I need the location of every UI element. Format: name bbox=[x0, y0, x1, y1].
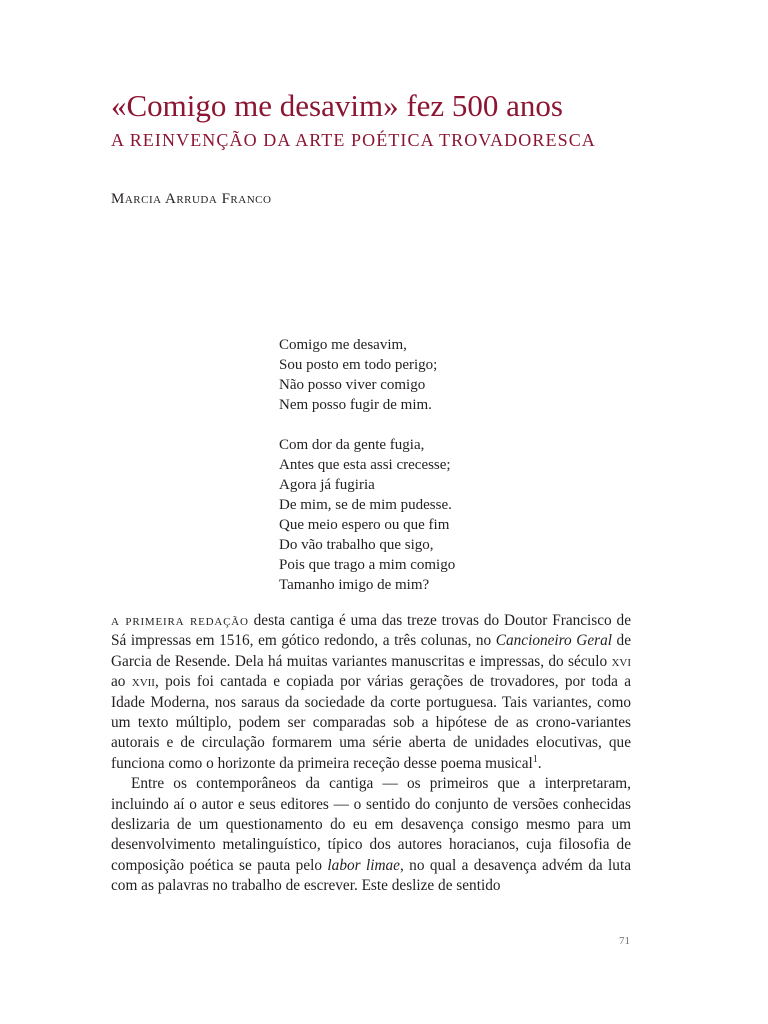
page-number: 71 bbox=[619, 935, 630, 947]
poem-verse: Comigo me desavim, bbox=[279, 337, 407, 353]
article-body bbox=[111, 611, 631, 897]
poem-verse: Nem posso fugir de mim. bbox=[279, 397, 432, 413]
poem-verse: Do vão trabalho que sigo, bbox=[279, 537, 434, 553]
latin-term: labor limae bbox=[327, 856, 400, 874]
poem-verse: Tamanho imigo de mim? bbox=[279, 577, 430, 593]
paragraph-text: , no qual a desavença advém da luta com as palavras no trabalho de escrever. Este deslize de sentido bbox=[111, 856, 631, 895]
paragraph-text: Entre os contemporâneos da cantiga — os primeiros que a interpretaram, incluindo aí o autor e seus editores — o sentido do conjunto de versões conhecidas deslizaria de um questionamento do eu em desavença consigo mesmo para um desenvolvimento metalinguístico, típico dos autores horacianos, cuja filosofia de composição poética se pauta pelo bbox=[111, 775, 631, 874]
epigraph-poem bbox=[279, 335, 455, 615]
poem-stanza-1 bbox=[279, 335, 455, 415]
paragraph-2 bbox=[111, 774, 631, 896]
poem-verse: Não posso viver comigo bbox=[279, 377, 426, 393]
footnote-reference[interactable]: 1 bbox=[532, 753, 538, 765]
author-name: Marcia Arruda Franco bbox=[111, 191, 272, 207]
century-numeral: xvi bbox=[611, 652, 631, 670]
paragraph-lead-in: a primeira redação bbox=[111, 612, 249, 629]
poem-stanza-2 bbox=[279, 435, 455, 595]
poem-verse: De mim, se de mim pudesse. bbox=[279, 497, 452, 513]
century-numeral: xvii bbox=[131, 673, 155, 691]
work-title: Cancioneiro Geral bbox=[495, 632, 612, 650]
paragraph-text: . bbox=[537, 754, 542, 772]
poem-verse: Sou posto em todo perigo; bbox=[279, 357, 438, 373]
paragraph-text: , pois foi cantada e copiada por várias gerações de trovadores, por toda a Idade Moderna, nos saraus da sociedade da corte portuguesa. Tais variantes, como um texto múltiplo, podem ser comparadas sob a hipótese de as crono-variantes autorais e de circulação formarem uma série aberta de unidades elocutivas, que funciona como o horizonte da primeira receção desse poema musical bbox=[111, 673, 631, 772]
paragraph-text: de Garcia de Resende. Dela há muitas variantes manuscritas e impressas, do século bbox=[111, 632, 631, 670]
poem-verse: Pois que trago a mim comigo bbox=[279, 557, 456, 573]
poem-verse: Com dor da gente fugia, bbox=[279, 437, 425, 453]
article-title: «Comigo me desavim» fez 500 anos bbox=[111, 88, 563, 123]
poem-verse: Que meio espero ou que fim bbox=[279, 517, 450, 533]
poem-verse: Agora já fugiria bbox=[279, 477, 375, 493]
article-subtitle: A REINVENÇÃO DA ARTE POÉTICA TROVADORESCA bbox=[111, 130, 596, 150]
paragraph-text: ao bbox=[111, 673, 132, 691]
paragraph-text: desta cantiga é uma das treze trovas do Doutor Francisco de Sá impressas em 1516, em gótico redondo, a três colunas, no bbox=[111, 612, 631, 650]
paragraph-1 bbox=[111, 611, 631, 774]
poem-verse: Antes que esta assi crecesse; bbox=[279, 457, 451, 473]
